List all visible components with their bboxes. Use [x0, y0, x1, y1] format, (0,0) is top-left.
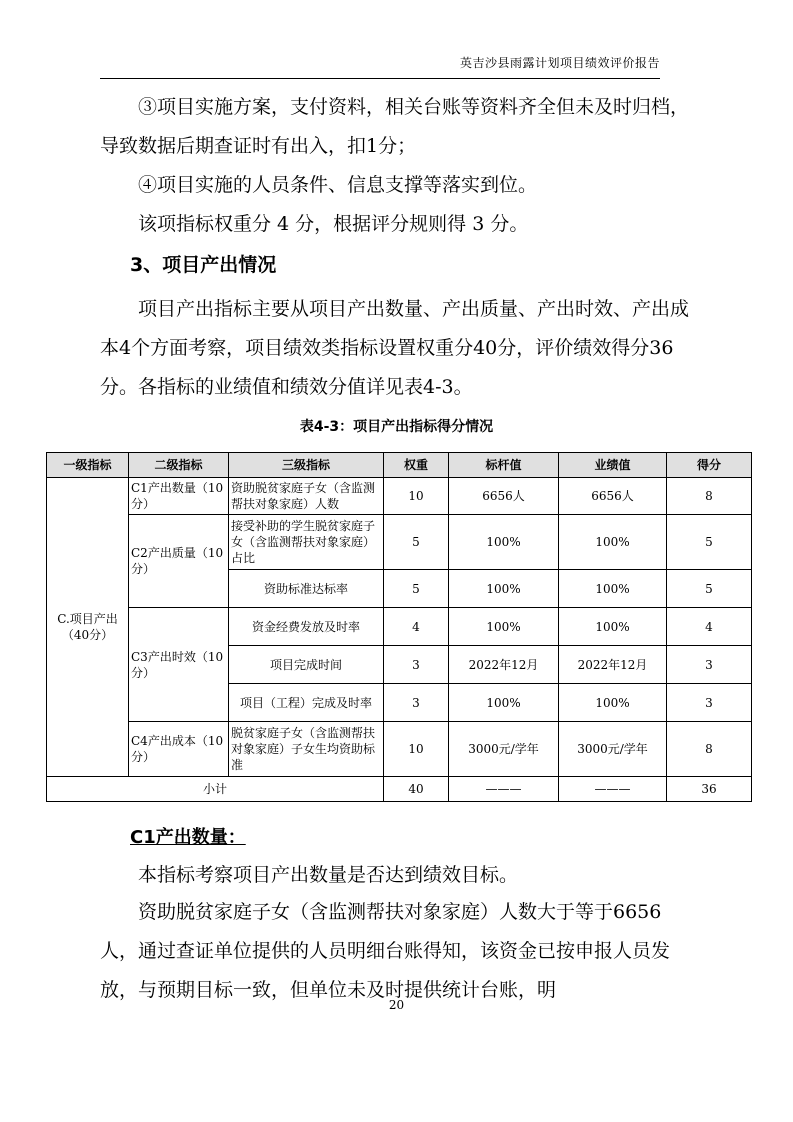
table-row	[47, 608, 752, 646]
weight-cell: 40	[384, 777, 449, 802]
score-cell: 3	[667, 646, 752, 684]
score-cell: 4	[667, 608, 752, 646]
subtotal-label: 小计	[47, 777, 384, 802]
level3-cell: 脱贫家庭子女（含监测帮扶对象家庭）子女生均资助标准	[229, 722, 384, 777]
benchmark-cell: 100%	[449, 570, 559, 608]
level2-cell: C1产出数量（10分）	[129, 478, 229, 515]
level3-cell: 资金经费发放及时率	[229, 608, 384, 646]
header-cell: 得分	[667, 453, 752, 478]
level1-cell: C.项目产出（40分）	[47, 478, 129, 777]
section-heading: 3、项目产出情况	[130, 254, 277, 276]
table-row	[47, 722, 752, 777]
weight-cell: 10	[384, 478, 449, 515]
intro-item-4: ④项目实施的人员条件、信息支撑等落实到位。	[138, 174, 538, 196]
intro-item-3: ③项目实施方案，支付资料，相关台账等资料齐全但未及时归档，导致数据后期查证时有出入，扣1分；	[100, 96, 690, 157]
actual-cell: 2022年12月	[559, 646, 667, 684]
level3-cell: 资助标准达标率	[229, 570, 384, 608]
report-header: 英吉沙县雨露计划项目绩效评价报告	[459, 56, 660, 70]
header-cell: 业绩值	[559, 453, 667, 478]
weight-cell: 5	[384, 515, 449, 570]
level3-cell: 资助脱贫家庭子女（含监测帮扶对象家庭）人数	[229, 478, 384, 515]
header-cell: 标杆值	[449, 453, 559, 478]
output-indicator-table	[46, 452, 752, 802]
header-cell: 二级指标	[129, 453, 229, 478]
page-number: 20	[388, 998, 405, 1012]
table-caption: 表4-3：项目产出指标得分情况	[299, 419, 494, 435]
c1-paragraph-1: 本指标考察项目产出数量是否达到绩效目标。	[138, 864, 519, 886]
level2-cell: C2产出质量（10分）	[129, 515, 229, 608]
score-cell: 8	[667, 478, 752, 515]
actual-cell: 100%	[559, 515, 667, 570]
benchmark-cell: 2022年12月	[449, 646, 559, 684]
weight-cell: 10	[384, 722, 449, 777]
actual-cell: 100%	[559, 570, 667, 608]
header-rule	[100, 78, 660, 79]
weight-cell: 3	[384, 646, 449, 684]
level2-cell: C3产出时效（10分）	[129, 608, 229, 722]
benchmark-cell: 3000元/学年	[449, 722, 559, 777]
header-cell: 三级指标	[229, 453, 384, 478]
score-cell: 5	[667, 570, 752, 608]
level3-cell: 接受补助的学生脱贫家庭子女（含监测帮扶对象家庭）占比	[229, 515, 384, 570]
benchmark-cell: 6656人	[449, 478, 559, 515]
weight-cell: 4	[384, 608, 449, 646]
score-cell: 5	[667, 515, 752, 570]
c1-heading: C1产出数量：	[130, 827, 246, 848]
weight-cell: 5	[384, 570, 449, 608]
score-cell: 8	[667, 722, 752, 777]
score-cell: 36	[667, 777, 752, 802]
table-header-row	[47, 453, 752, 478]
actual-cell: 100%	[559, 608, 667, 646]
actual-cell: 3000元/学年	[559, 722, 667, 777]
score-cell: 3	[667, 684, 752, 722]
actual-cell: ———	[559, 777, 667, 802]
benchmark-cell: 100%	[449, 515, 559, 570]
table-row	[47, 515, 752, 570]
level3-cell: 项目（工程）完成及时率	[229, 684, 384, 722]
subtotal-row	[47, 777, 752, 802]
level3-cell: 项目完成时间	[229, 646, 384, 684]
table-row	[47, 478, 752, 515]
benchmark-cell: 100%	[449, 608, 559, 646]
section-paragraph: 项目产出指标主要从项目产出数量、产出质量、产出时效、产出成本4个方面考察，项目绩效类指标设置权重分40分，评价绩效得分36分。各指标的业绩值和绩效分值详见表4-3。	[100, 298, 690, 398]
c1-paragraph-2: 资助脱贫家庭子女（含监测帮扶对象家庭）人数大于等于6656 人，通过查证单位提供的人员明细台账得知，该资金已按申报人员发放，与预期目标一致，但单位未及时提供统计台账，明	[100, 901, 671, 1001]
score-note: 该项指标权重分 4 分，根据评分规则得 3 分。	[138, 213, 529, 235]
header-cell: 权重	[384, 453, 449, 478]
level2-cell: C4产出成本（10分）	[129, 722, 229, 777]
header-cell: 一级指标	[47, 453, 129, 478]
actual-cell: 100%	[559, 684, 667, 722]
benchmark-cell: 100%	[449, 684, 559, 722]
weight-cell: 3	[384, 684, 449, 722]
benchmark-cell: ———	[449, 777, 559, 802]
actual-cell: 6656人	[559, 478, 667, 515]
